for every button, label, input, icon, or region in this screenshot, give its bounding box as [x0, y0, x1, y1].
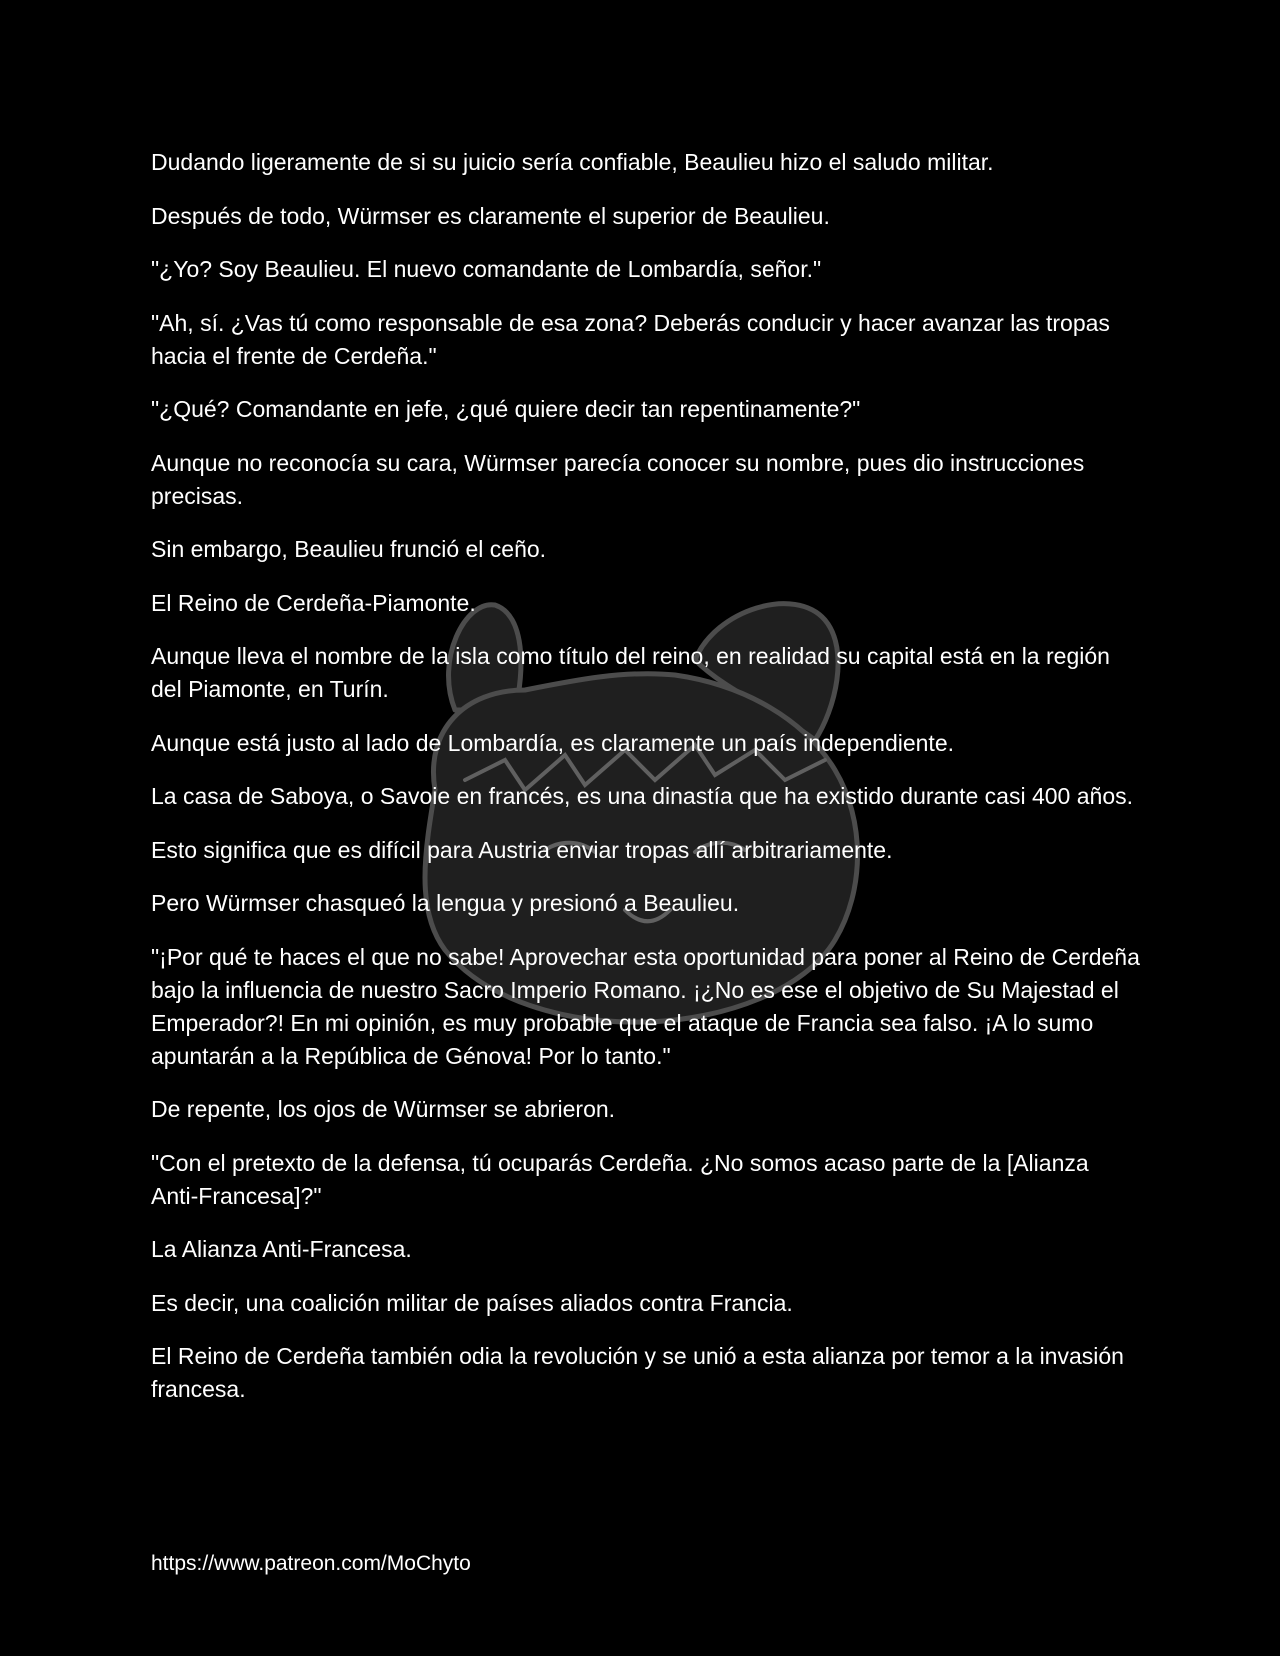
paragraph: "¡Por qué te haces el que no sabe! Aprovechar esta oportunidad para poner al Reino de Cerdeña bajo la influencia de nuestro Sacro Imperio Romano. ¡¿No es ese el objetivo de Su Majestad el Emperador?! En mi opinión, es muy probable que el ataque de Francia sea falso. ¡A lo sumo apuntarán a la República de Génova! Por lo tanto." [151, 943, 1140, 1069]
chapter-text [151, 146, 1141, 1427]
paragraph: Dudando ligeramente de si su juicio sería confiable, Beaulieu hizo el saludo militar. [151, 149, 994, 175]
paragraph: Pero Würmser chasqueó la lengua y presionó a Beaulieu. [151, 890, 740, 916]
paragraph: "Con el pretexto de la defensa, tú ocuparás Cerdeña. ¿No somos acaso parte de la [Alianza Anti-Francesa]?" [151, 1149, 1089, 1209]
paragraph: Es decir, una coalición militar de países aliados contra Francia. [151, 1289, 793, 1316]
paragraph: El Reino de Cerdeña también odia la revolución y se unió a esta alianza por temor a la invasión francesa. [151, 1343, 1124, 1402]
paragraph: Sin embargo, Beaulieu frunció el ceño. [151, 536, 547, 562]
paragraph: La Alianza Anti-Francesa. [151, 1236, 412, 1262]
paragraph: "Ah, sí. ¿Vas tú como responsable de esa zona? Deberás conducir y hacer avanzar las tropas hacia el frente de Cerdeña." [151, 309, 1110, 369]
paragraph: Aunque no reconocía su cara, Würmser parecía conocer su nombre, pues dio instrucciones precisas. [151, 449, 1085, 509]
paragraph: Esto significa que es difícil para Austria enviar tropas allí arbitrariamente. [151, 836, 893, 863]
paragraph: Aunque está justo al lado de Lombardía, es claramente un país independiente. [151, 729, 955, 756]
paragraph: "¿Qué? Comandante en jefe, ¿qué quiere decir tan repentinamente?" [151, 396, 861, 422]
patreon-link[interactable]: https://www.patreon.com/MoChyto [151, 1552, 471, 1575]
paragraph: Aunque lleva el nombre de la isla como título del reino, en realidad su capital está en la región del Piamonte, en Turín. [151, 643, 1110, 702]
paragraph: De repente, los ojos de Würmser se abrieron. [151, 1096, 616, 1122]
paragraph: El Reino de Cerdeña-Piamonte. [151, 589, 476, 616]
paragraph: Después de todo, Würmser es claramente el superior de Beaulieu. [151, 202, 830, 229]
paragraph: "¿Yo? Soy Beaulieu. El nuevo comandante de Lombardía, señor." [151, 256, 822, 282]
paragraph: La casa de Saboya, o Savoie en francés, es una dinastía que ha existido durante casi 400 años. [151, 783, 1134, 809]
